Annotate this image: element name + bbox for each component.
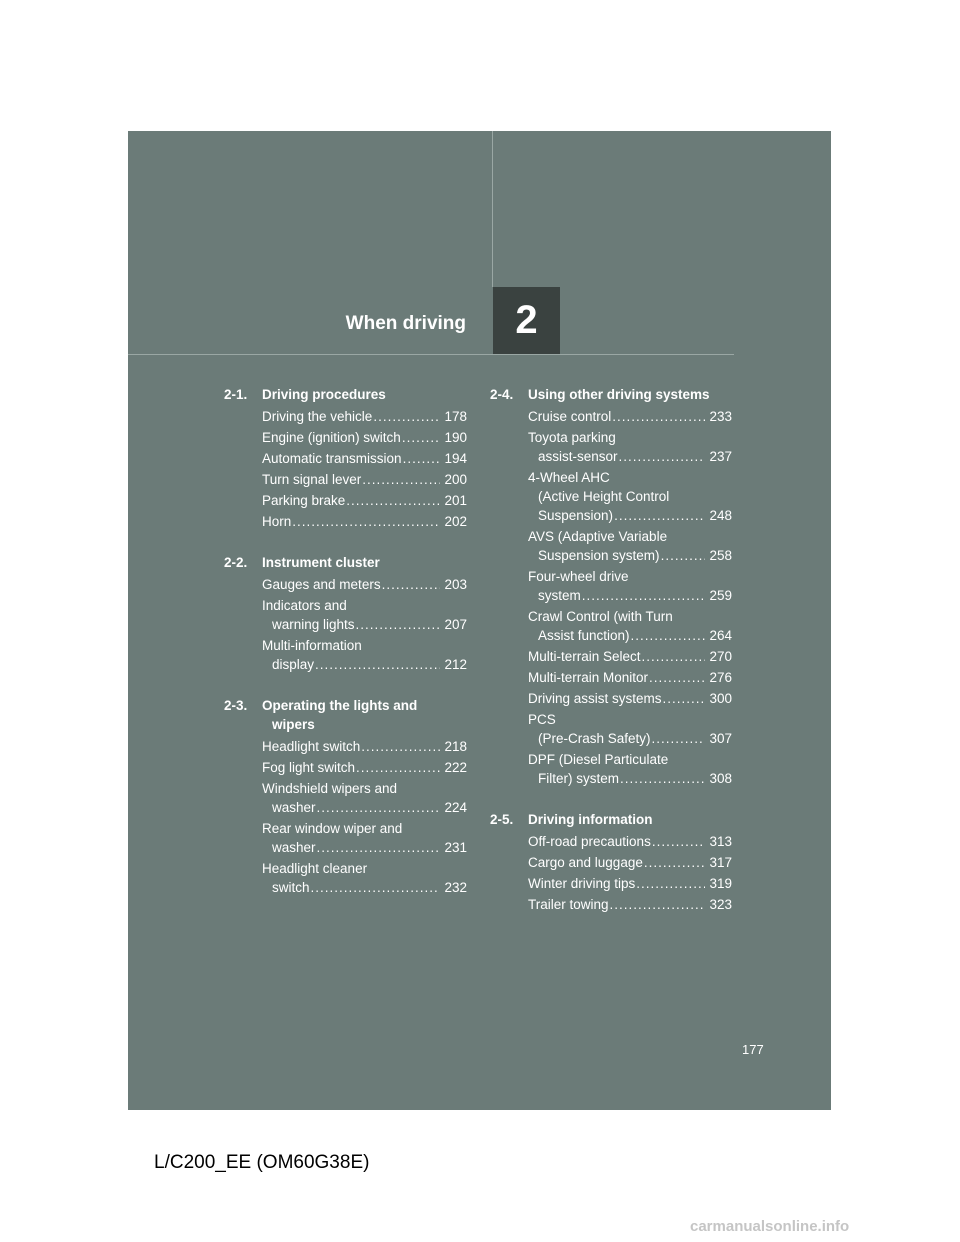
entry-line xyxy=(528,487,732,506)
dot-leader xyxy=(356,615,441,634)
section-title xyxy=(262,553,467,572)
toc-entry[interactable] xyxy=(262,779,467,817)
entry-title: Gauges and meters xyxy=(262,577,381,592)
toc-entry[interactable] xyxy=(262,819,467,857)
divider-horizontal xyxy=(128,354,734,355)
toc-entry[interactable] xyxy=(262,407,467,426)
entry-title: (Pre-Crash Safety) xyxy=(538,731,651,746)
dot-leader xyxy=(619,447,706,466)
chapter-title: When driving xyxy=(345,313,466,334)
entry-line xyxy=(262,575,467,594)
entry-title: Multi-terrain Monitor xyxy=(528,670,649,685)
dot-leader xyxy=(373,407,440,426)
entry-title: assist-sensor xyxy=(538,449,618,464)
entry-title: Crawl Control (with Turn xyxy=(528,609,673,624)
entry-title: Multi-terrain Select xyxy=(528,649,641,664)
entry-line xyxy=(528,647,732,666)
dot-leader xyxy=(403,449,441,468)
entry-line xyxy=(528,447,732,466)
entry-line xyxy=(528,668,732,687)
entry-line xyxy=(528,407,732,426)
entry-line xyxy=(262,758,467,777)
entry-line xyxy=(262,512,467,531)
chapter-number: 2 xyxy=(515,298,538,342)
entry-line xyxy=(528,853,732,872)
section-number: 2-5. xyxy=(490,812,514,827)
entry-title: Assist function) xyxy=(538,628,630,643)
entry-line xyxy=(528,468,732,487)
entry-line xyxy=(528,527,732,546)
chapter-number-box xyxy=(493,287,560,354)
entry-page: 270 xyxy=(709,649,732,664)
entry-title: Trailer towing xyxy=(528,897,609,912)
entry-title: AVS (Adaptive Variable xyxy=(528,529,668,544)
entry-page: 231 xyxy=(444,840,467,855)
section-title xyxy=(528,385,732,404)
entry-line xyxy=(528,832,732,851)
divider-vertical xyxy=(492,131,493,287)
section-number: 2-1. xyxy=(224,387,248,402)
dot-leader xyxy=(361,737,440,756)
toc-entry[interactable] xyxy=(528,689,732,708)
entry-title: system xyxy=(538,588,581,603)
toc-column-right xyxy=(490,385,732,936)
toc-entry[interactable] xyxy=(262,449,467,468)
toc-section xyxy=(224,553,467,674)
entry-page: 258 xyxy=(709,548,732,563)
toc-column-left xyxy=(224,385,467,919)
toc-entry[interactable] xyxy=(262,491,467,510)
entry-line xyxy=(262,737,467,756)
manual-code: L/C200_EE (OM60G38E) xyxy=(154,1152,370,1173)
entry-title: Suspension) xyxy=(538,508,614,523)
toc-entry[interactable] xyxy=(528,428,732,466)
entry-page: 323 xyxy=(709,897,732,912)
entry-line xyxy=(528,729,732,748)
entry-page: 207 xyxy=(444,617,467,632)
entry-title: Suspension system) xyxy=(538,548,660,563)
entry-title: switch xyxy=(272,880,310,895)
dot-leader xyxy=(315,655,440,674)
section-title xyxy=(528,810,732,829)
dot-leader xyxy=(663,689,706,708)
entry-line xyxy=(528,626,732,645)
entry-line xyxy=(262,449,467,468)
toc-entry[interactable] xyxy=(262,636,467,674)
dot-leader xyxy=(652,729,706,748)
toc-section xyxy=(490,810,732,914)
entry-line xyxy=(262,596,467,615)
entry-title: 4-Wheel AHC xyxy=(528,470,610,485)
entry-title: Horn xyxy=(262,514,292,529)
entry-page: 178 xyxy=(444,409,467,424)
entry-page: 307 xyxy=(709,731,732,746)
entry-title: washer xyxy=(272,800,316,815)
entry-title: Four-wheel drive xyxy=(528,569,629,584)
dot-leader xyxy=(612,407,705,426)
entry-page: 264 xyxy=(709,628,732,643)
dot-leader xyxy=(642,647,706,666)
toc-section xyxy=(224,385,467,531)
entry-title: washer xyxy=(272,840,316,855)
dot-leader xyxy=(652,832,706,851)
entry-title: display xyxy=(272,657,315,672)
section-number: 2-3. xyxy=(224,698,248,713)
dot-leader xyxy=(644,853,706,872)
dot-leader xyxy=(382,575,441,594)
dot-leader xyxy=(649,668,705,687)
toc-entry[interactable] xyxy=(262,758,467,777)
dot-leader xyxy=(292,512,440,531)
dot-leader xyxy=(317,798,441,817)
entry-page: 190 xyxy=(444,430,467,445)
entry-page: 237 xyxy=(709,449,732,464)
entry-line xyxy=(528,895,732,914)
section-title-line: Operating the lights and xyxy=(262,698,418,713)
entry-page: 248 xyxy=(709,508,732,523)
toc-entry[interactable] xyxy=(528,750,732,788)
entry-line xyxy=(262,636,467,655)
toc-entry[interactable] xyxy=(528,407,732,426)
entry-line xyxy=(262,838,467,857)
toc-entry[interactable] xyxy=(528,647,732,666)
entry-page: 276 xyxy=(709,670,732,685)
entry-page: 202 xyxy=(444,514,467,529)
entry-page: 233 xyxy=(709,409,732,424)
entry-line xyxy=(262,798,467,817)
toc-entry[interactable] xyxy=(262,470,467,489)
toc-entry[interactable] xyxy=(528,607,732,645)
toc-entry[interactable] xyxy=(528,468,732,525)
entry-line xyxy=(262,819,467,838)
section-heading xyxy=(490,810,732,829)
section-heading xyxy=(224,553,467,572)
entry-line xyxy=(262,779,467,798)
entry-page: 201 xyxy=(444,493,467,508)
entry-title: Automatic transmission xyxy=(262,451,402,466)
entry-line xyxy=(528,428,732,447)
entry-page: 232 xyxy=(444,880,467,895)
dot-leader xyxy=(610,895,706,914)
entry-title: DPF (Diesel Particulate xyxy=(528,752,669,767)
section-title-line: Instrument cluster xyxy=(262,555,380,570)
entry-line xyxy=(528,769,732,788)
entry-page: 212 xyxy=(444,657,467,672)
watermark: carmanualsonline.info xyxy=(690,1218,850,1235)
dot-leader xyxy=(661,546,706,565)
toc-entry[interactable] xyxy=(528,853,732,872)
toc-entry[interactable] xyxy=(262,575,467,594)
section-title-line: wipers xyxy=(272,717,315,732)
dot-leader xyxy=(356,758,440,777)
entry-line xyxy=(528,506,732,525)
entry-title: Filter) system xyxy=(538,771,619,786)
section-title-line: Driving information xyxy=(528,812,653,827)
toc-entry[interactable] xyxy=(528,832,732,851)
entry-title: Cruise control xyxy=(528,409,612,424)
page-number: 177 xyxy=(742,1042,764,1057)
entry-page: 317 xyxy=(709,855,732,870)
toc-entry[interactable] xyxy=(262,859,467,897)
toc-section xyxy=(224,696,467,897)
toc-entry[interactable] xyxy=(528,710,732,748)
toc-entry[interactable] xyxy=(262,596,467,634)
toc-entry[interactable] xyxy=(528,668,732,687)
entry-title: (Active Height Control xyxy=(538,489,670,504)
entry-line xyxy=(528,710,732,729)
entry-title: PCS xyxy=(528,712,556,727)
entry-line xyxy=(262,859,467,878)
toc-entry[interactable] xyxy=(528,527,732,565)
dot-leader xyxy=(317,838,441,857)
section-title-line: Using other driving systems xyxy=(528,387,710,402)
toc-entry[interactable] xyxy=(528,567,732,605)
entry-line xyxy=(528,567,732,586)
entry-title: Rear window wiper and xyxy=(262,821,403,836)
toc-entry[interactable] xyxy=(262,428,467,447)
entry-title: Fog light switch xyxy=(262,760,356,775)
entry-title: Cargo and luggage xyxy=(528,855,643,870)
dot-leader xyxy=(631,626,706,645)
entry-title: Driving assist systems xyxy=(528,691,662,706)
entry-title: Turn signal lever xyxy=(262,472,362,487)
entry-line xyxy=(262,878,467,897)
entry-page: 259 xyxy=(709,588,732,603)
entry-title: Headlight switch xyxy=(262,739,361,754)
entry-page: 319 xyxy=(709,876,732,891)
entry-page: 203 xyxy=(444,577,467,592)
entry-title: Headlight cleaner xyxy=(262,861,368,876)
entry-title: Driving the vehicle xyxy=(262,409,373,424)
toc-entry[interactable] xyxy=(262,512,467,531)
section-heading xyxy=(224,696,467,734)
dot-leader xyxy=(582,586,706,605)
toc-entry[interactable] xyxy=(528,895,732,914)
toc-section xyxy=(490,385,732,788)
section-heading xyxy=(490,385,732,404)
entry-line xyxy=(528,689,732,708)
dot-leader xyxy=(402,428,441,447)
entry-line xyxy=(262,470,467,489)
dot-leader xyxy=(620,769,705,788)
entry-line xyxy=(528,750,732,769)
section-title xyxy=(262,385,467,404)
entry-page: 224 xyxy=(444,800,467,815)
section-title-line: Driving procedures xyxy=(262,387,386,402)
entry-line xyxy=(262,655,467,674)
dot-leader xyxy=(636,874,705,893)
entry-title: Parking brake xyxy=(262,493,346,508)
entry-page: 313 xyxy=(709,834,732,849)
section-number: 2-2. xyxy=(224,555,248,570)
section-heading xyxy=(224,385,467,404)
dot-leader xyxy=(362,470,440,489)
entry-page: 300 xyxy=(709,691,732,706)
entry-page: 218 xyxy=(444,739,467,754)
entry-page: 308 xyxy=(709,771,732,786)
toc-entry[interactable] xyxy=(528,874,732,893)
entry-line xyxy=(528,586,732,605)
entry-title: Off-road precautions xyxy=(528,834,651,849)
dot-leader xyxy=(311,878,441,897)
entry-page: 194 xyxy=(444,451,467,466)
entry-title: Windshield wipers and xyxy=(262,781,398,796)
entry-page: 222 xyxy=(444,760,467,775)
entry-line xyxy=(528,607,732,626)
toc-entry[interactable] xyxy=(262,737,467,756)
entry-line xyxy=(528,874,732,893)
entry-title: Engine (ignition) switch xyxy=(262,430,401,445)
entry-line xyxy=(262,491,467,510)
entry-title: Multi-information xyxy=(262,638,362,653)
entry-line xyxy=(528,546,732,565)
entry-title: Toyota parking xyxy=(528,430,616,445)
entry-line xyxy=(262,407,467,426)
entry-title: warning lights xyxy=(272,617,355,632)
entry-line xyxy=(262,615,467,634)
section-number: 2-4. xyxy=(490,387,514,402)
entry-title: Indicators and xyxy=(262,598,347,613)
entry-title: Winter driving tips xyxy=(528,876,636,891)
dot-leader xyxy=(346,491,440,510)
entry-page: 200 xyxy=(444,472,467,487)
entry-line xyxy=(262,428,467,447)
dot-leader xyxy=(614,506,705,525)
section-title xyxy=(262,696,467,734)
